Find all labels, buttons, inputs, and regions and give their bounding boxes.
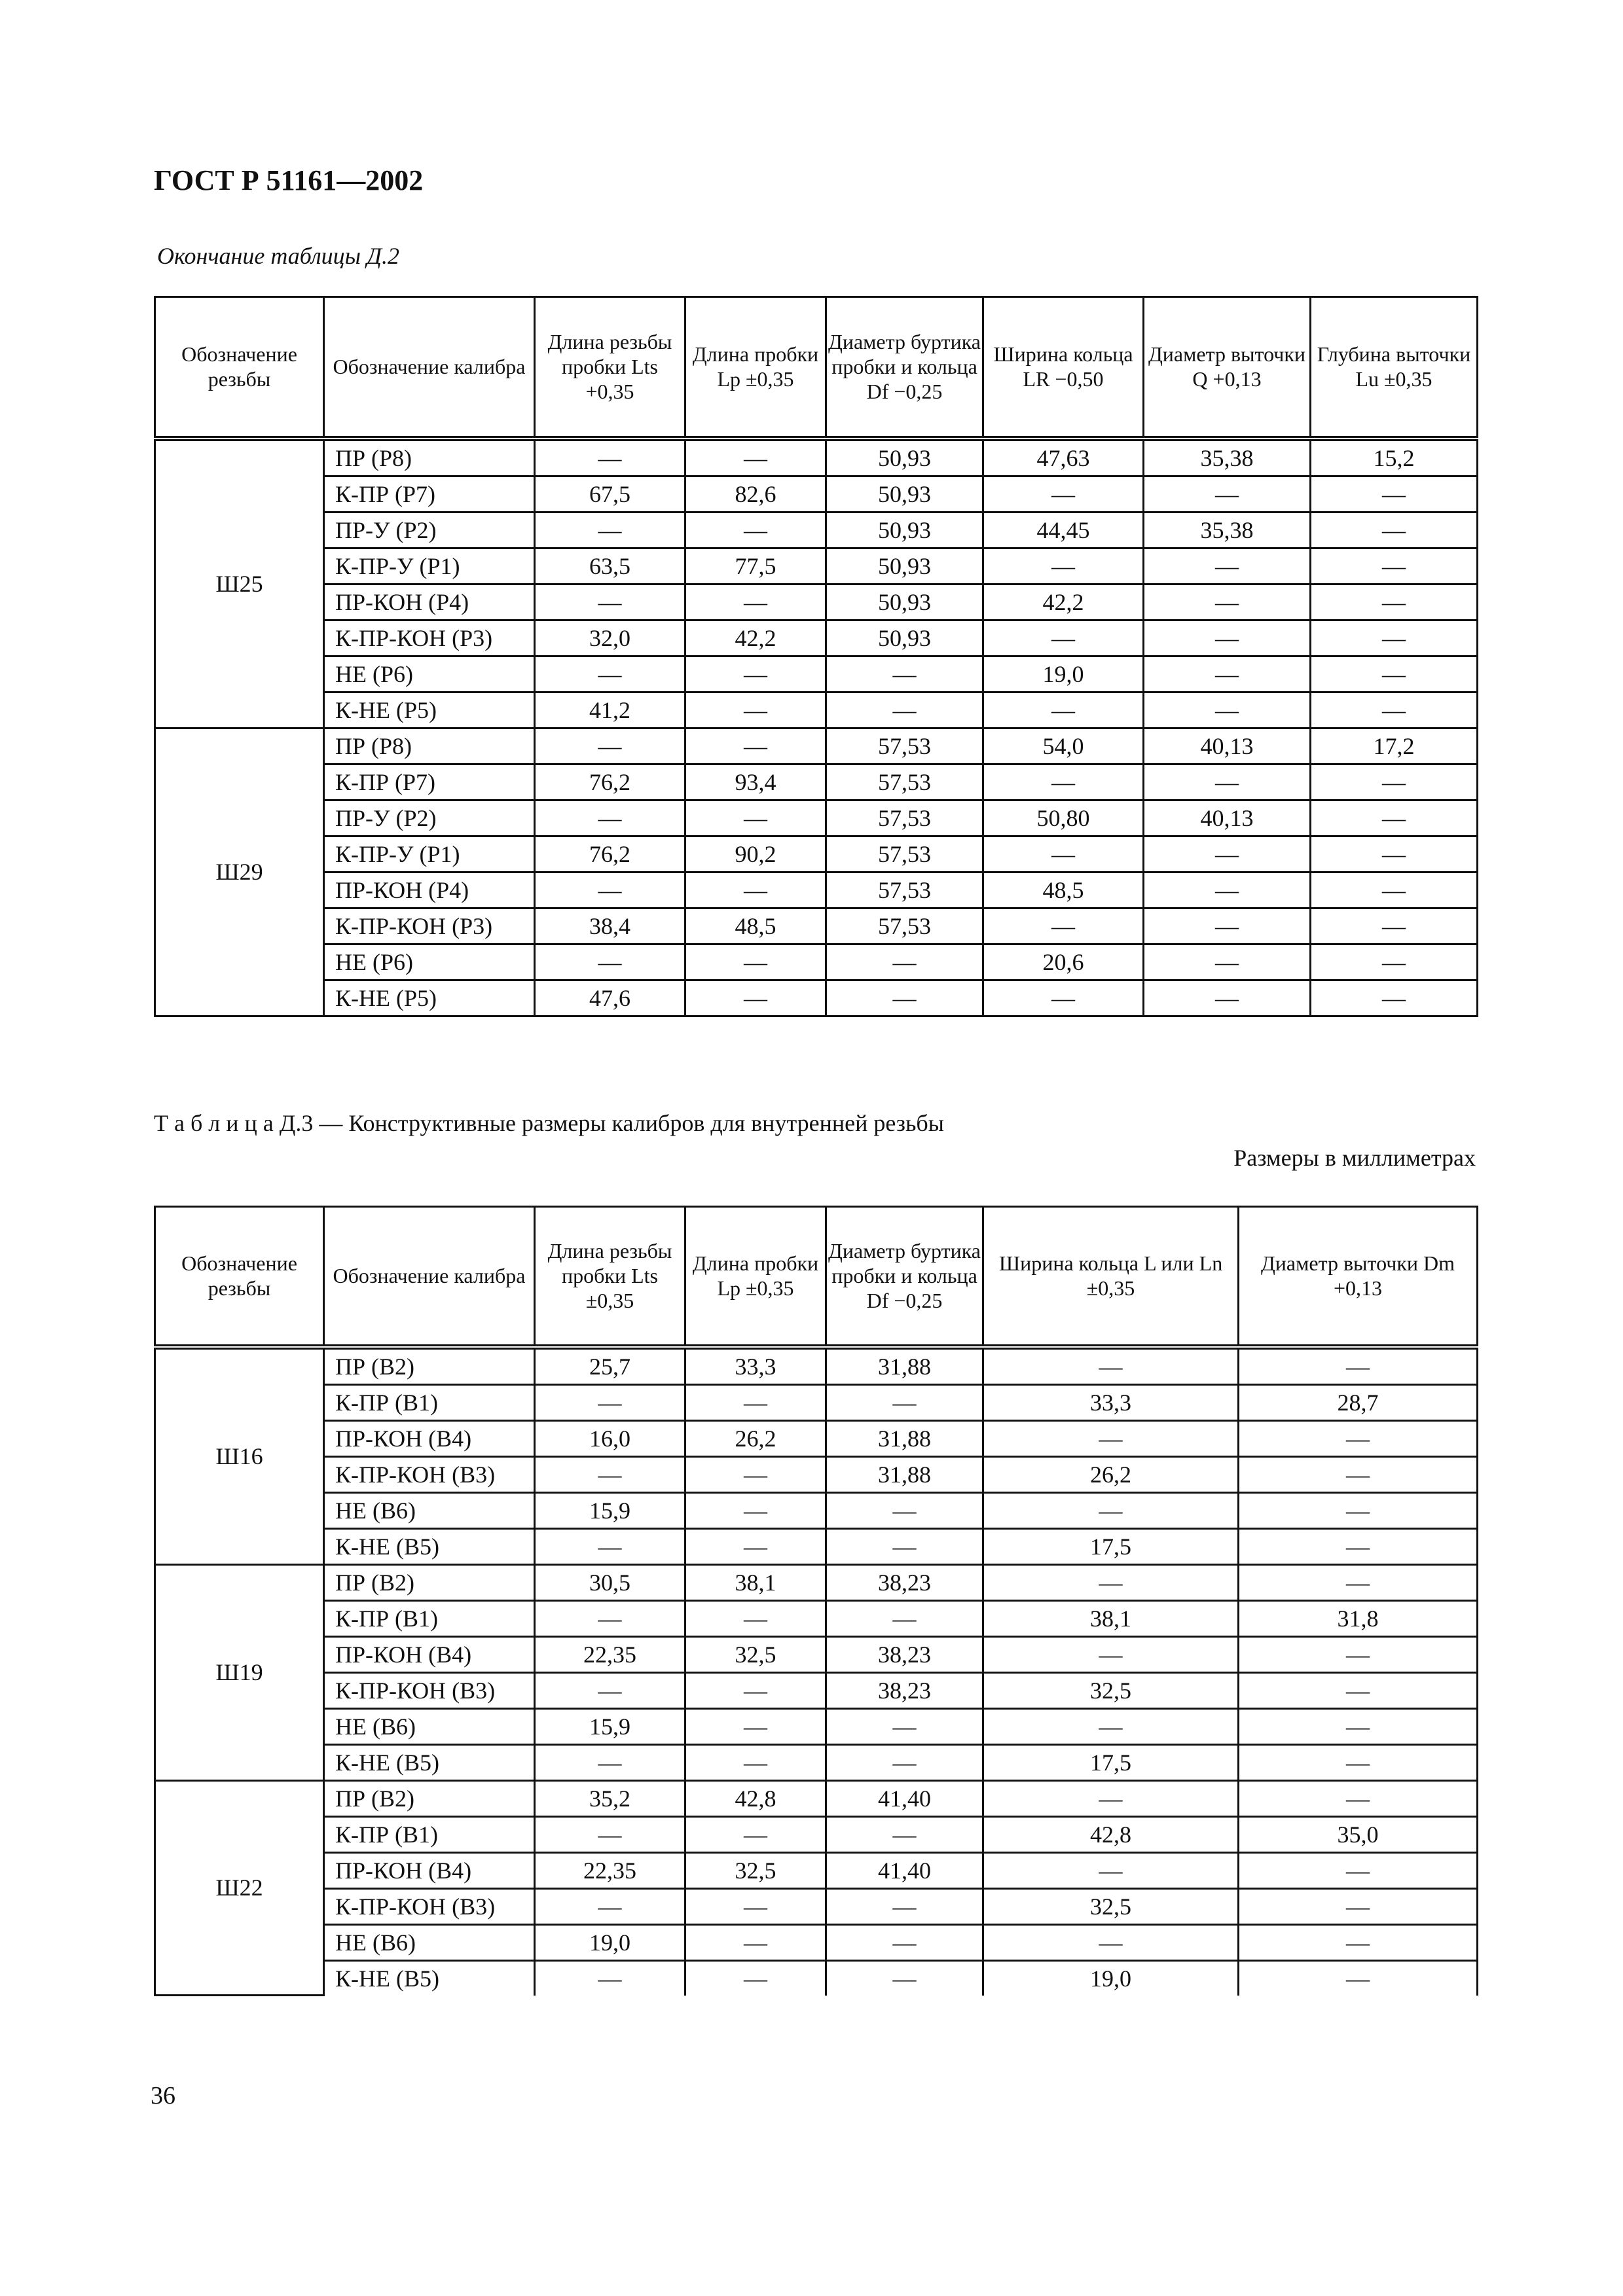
table-cell: — (685, 1600, 826, 1636)
column-header: Длина резьбы пробки Lts ±0,35 (535, 1207, 685, 1347)
table-cell: 22,35 (535, 1852, 685, 1888)
calibre-designation: К-ПР (В1) (324, 1600, 535, 1636)
table-cell: 26,2 (685, 1420, 826, 1456)
table-cell: — (1311, 512, 1478, 548)
table-row (155, 620, 1478, 656)
table-cell: 93,4 (685, 764, 826, 800)
table-cell: 57,53 (826, 836, 983, 872)
table-cell: — (685, 1492, 826, 1528)
table-cell: 31,88 (826, 1456, 983, 1492)
table-cell: — (535, 944, 685, 980)
table-cell: — (685, 692, 826, 728)
calibre-designation: К-НЕ (В5) (324, 1528, 535, 1564)
table-cell: — (983, 1347, 1239, 1385)
table-cell: — (826, 1600, 983, 1636)
table-cell: — (1239, 1924, 1478, 1960)
table-cell: — (535, 872, 685, 908)
table-row (155, 1780, 1478, 1816)
calibre-designation: К-ПР-КОН (В3) (324, 1456, 535, 1492)
document-code: ГОСТ Р 51161—2002 (154, 164, 424, 196)
table-cell: 17,2 (1311, 728, 1478, 764)
table-cell: 50,93 (826, 512, 983, 548)
table-cell: — (983, 1564, 1239, 1600)
table-cell: — (685, 1744, 826, 1780)
table-cell: 32,5 (685, 1636, 826, 1672)
table-row (155, 656, 1478, 692)
table-cell: 35,2 (535, 1780, 685, 1816)
table-cell: — (685, 1672, 826, 1708)
table-row (155, 1816, 1478, 1852)
table-cell: — (1144, 620, 1311, 656)
table-d2 (154, 296, 1478, 1017)
table-cell: — (1311, 980, 1478, 1016)
table-cell: — (1239, 1780, 1478, 1816)
table-cell: — (826, 1492, 983, 1528)
table-cell: 44,45 (983, 512, 1144, 548)
table-cell: 90,2 (685, 836, 826, 872)
table-cell: — (983, 620, 1144, 656)
table-cell: — (1239, 1347, 1478, 1385)
table-cell: 31,88 (826, 1347, 983, 1385)
table-cell: — (1311, 764, 1478, 800)
table-cell: 50,93 (826, 620, 983, 656)
table-cell: 41,40 (826, 1780, 983, 1816)
table-cell: 40,13 (1144, 800, 1311, 836)
table-cell: 15,2 (1311, 439, 1478, 476)
table-cell: — (685, 1888, 826, 1924)
calibre-designation: К-НЕ (В5) (324, 1960, 535, 1996)
column-header: Ширина кольца LR −0,50 (983, 297, 1144, 439)
calibre-designation: НЕ (В6) (324, 1924, 535, 1960)
calibre-designation: ПР-КОН (В4) (324, 1420, 535, 1456)
table-cell: — (535, 1528, 685, 1564)
calibre-designation: К-ПР-КОН (В3) (324, 1672, 535, 1708)
calibre-designation: К-ПР-КОН (Р3) (324, 908, 535, 944)
table-row (155, 1600, 1478, 1636)
table-cell: — (1311, 944, 1478, 980)
table-cell: — (983, 476, 1144, 512)
table-cell: 15,9 (535, 1708, 685, 1744)
calibre-designation: К-ПР-У (Р1) (324, 548, 535, 584)
calibre-designation: ПР-КОН (Р4) (324, 872, 535, 908)
table-cell: — (826, 1708, 983, 1744)
table-cell: — (1311, 656, 1478, 692)
table-row (155, 692, 1478, 728)
table-cell: — (535, 1384, 685, 1420)
table-cell: — (685, 872, 826, 908)
calibre-designation: ПР-КОН (В4) (324, 1636, 535, 1672)
table-row (155, 908, 1478, 944)
table-row (155, 1420, 1478, 1456)
table-cell: — (535, 439, 685, 476)
table-cell: 50,93 (826, 476, 983, 512)
table-cell: 33,3 (983, 1384, 1239, 1420)
table-cell: — (983, 908, 1144, 944)
calibre-designation: НЕ (В6) (324, 1492, 535, 1528)
table-cell: 22,35 (535, 1636, 685, 1672)
table-row (155, 584, 1478, 620)
table-cell: 33,3 (685, 1347, 826, 1385)
table-cell: — (983, 1852, 1239, 1888)
table-cell: 57,53 (826, 872, 983, 908)
table-d3-units: Размеры в миллиметрах (1233, 1145, 1476, 1171)
calibre-designation: НЕ (Р6) (324, 656, 535, 692)
calibre-designation: К-ПР (Р7) (324, 764, 535, 800)
table-cell: 76,2 (535, 764, 685, 800)
calibre-designation: К-НЕ (Р5) (324, 980, 535, 1016)
table-row (155, 1708, 1478, 1744)
table-cell: — (826, 1816, 983, 1852)
table-cell: — (685, 1816, 826, 1852)
table-row (155, 1347, 1478, 1385)
table-cell: — (826, 1888, 983, 1924)
table-cell: — (983, 980, 1144, 1016)
table-row (155, 1456, 1478, 1492)
thread-designation: Ш19 (155, 1564, 324, 1780)
column-header: Ширина кольца L или Ln ±0,35 (983, 1207, 1239, 1347)
calibre-designation: ПР-КОН (В4) (324, 1852, 535, 1888)
table-cell: — (983, 836, 1144, 872)
table-cell: — (983, 1636, 1239, 1672)
table-cell: — (685, 980, 826, 1016)
table-cell: 76,2 (535, 836, 685, 872)
table-cell: 32,5 (983, 1888, 1239, 1924)
table-cell: 42,8 (685, 1780, 826, 1816)
table-cell: — (1144, 764, 1311, 800)
calibre-designation: ПР (В2) (324, 1780, 535, 1816)
table-cell: 42,2 (685, 620, 826, 656)
table-cell: — (1144, 908, 1311, 944)
page-number: 36 (151, 2082, 175, 2109)
table-cell: — (685, 439, 826, 476)
table-cell: 35,38 (1144, 439, 1311, 476)
table-cell: 77,5 (685, 548, 826, 584)
table-cell: — (1144, 692, 1311, 728)
table-cell: — (685, 584, 826, 620)
table-cell: — (826, 944, 983, 980)
table-cell: — (535, 1600, 685, 1636)
calibre-designation: К-ПР (В1) (324, 1816, 535, 1852)
calibre-designation: ПР-У (Р2) (324, 512, 535, 548)
calibre-designation: ПР (В2) (324, 1347, 535, 1385)
table-cell: 63,5 (535, 548, 685, 584)
column-header: Диаметр буртика пробки и кольца Df −0,25 (826, 297, 983, 439)
calibre-designation: ПР-У (Р2) (324, 800, 535, 836)
table-row (155, 512, 1478, 548)
table-row (155, 836, 1478, 872)
calibre-designation: ПР (В2) (324, 1564, 535, 1600)
table-row (155, 980, 1478, 1016)
table-cell: — (1311, 836, 1478, 872)
table-row (155, 1744, 1478, 1780)
table-cell: — (826, 692, 983, 728)
table-cell: — (1239, 1564, 1478, 1600)
table-cell: — (685, 800, 826, 836)
table-cell: — (1311, 548, 1478, 584)
table-cell: — (1239, 1456, 1478, 1492)
table-cell: 40,13 (1144, 728, 1311, 764)
table-cell: — (1144, 548, 1311, 584)
table-cell: — (983, 692, 1144, 728)
table-cell: — (535, 1816, 685, 1852)
table-cell: — (1144, 872, 1311, 908)
column-header: Длина пробки Lp ±0,35 (685, 297, 826, 439)
table-cell: — (1239, 1672, 1478, 1708)
table-cell: 32,5 (983, 1672, 1239, 1708)
table-cell: — (983, 1924, 1239, 1960)
table-row (155, 1852, 1478, 1888)
table-cell: — (685, 1960, 826, 1996)
table-cell: — (1144, 656, 1311, 692)
table-cell: 31,88 (826, 1420, 983, 1456)
table-cell: 17,5 (983, 1528, 1239, 1564)
table-cell: 38,23 (826, 1672, 983, 1708)
calibre-designation: К-НЕ (В5) (324, 1744, 535, 1780)
table-cell: 57,53 (826, 764, 983, 800)
table-cell: 38,1 (983, 1600, 1239, 1636)
calibre-designation: К-ПР (Р7) (324, 476, 535, 512)
table-row (155, 1564, 1478, 1600)
table-d3-caption: Т а б л и ц а Д.3 — Конструктивные размеры калибров для внутренней резьбы (154, 1110, 944, 1136)
table-cell: — (535, 1744, 685, 1780)
table-cell: 31,8 (1239, 1600, 1478, 1636)
table-cell: — (535, 584, 685, 620)
thread-designation: Ш29 (155, 728, 324, 1016)
table-cell: 19,0 (983, 656, 1144, 692)
table-cell: — (535, 1888, 685, 1924)
table-row (155, 1960, 1478, 1996)
table-cell: 47,63 (983, 439, 1144, 476)
calibre-designation: ПР-КОН (Р4) (324, 584, 535, 620)
table-cell: 67,5 (535, 476, 685, 512)
table-cell: — (535, 800, 685, 836)
calibre-designation: ПР (Р8) (324, 728, 535, 764)
calibre-designation: ПР (Р8) (324, 439, 535, 476)
table-cell: — (1239, 1492, 1478, 1528)
calibre-designation: К-ПР-КОН (В3) (324, 1888, 535, 1924)
table-cell: — (826, 1960, 983, 1996)
table-cell: — (535, 728, 685, 764)
table-cell: 57,53 (826, 800, 983, 836)
table-cell: — (1311, 620, 1478, 656)
table-cell: — (826, 1744, 983, 1780)
calibre-designation: К-НЕ (Р5) (324, 692, 535, 728)
calibre-designation: К-ПР-КОН (Р3) (324, 620, 535, 656)
table-cell: — (535, 1672, 685, 1708)
table-cell: — (1239, 1852, 1478, 1888)
column-header: Диаметр выточки Q +0,13 (1144, 297, 1311, 439)
table-cell: 42,8 (983, 1816, 1239, 1852)
table-cell: — (685, 1456, 826, 1492)
table-cell: — (685, 656, 826, 692)
table-cell: 19,0 (535, 1924, 685, 1960)
table-cell: 26,2 (983, 1456, 1239, 1492)
table-cell: — (535, 512, 685, 548)
table-cell: — (685, 512, 826, 548)
table-cell: — (1311, 584, 1478, 620)
thread-designation: Ш22 (155, 1780, 324, 1996)
table-row (155, 764, 1478, 800)
table-row (155, 1384, 1478, 1420)
table-cell: 15,9 (535, 1492, 685, 1528)
table-cell: — (826, 1924, 983, 1960)
table-cell: — (1144, 476, 1311, 512)
table-row (155, 1888, 1478, 1924)
table-cell: 32,0 (535, 620, 685, 656)
table-cell: 82,6 (685, 476, 826, 512)
table-cell: 48,5 (685, 908, 826, 944)
table-cell: — (685, 1528, 826, 1564)
table-d3 (154, 1206, 1478, 1996)
column-header: Обозначение калибра (324, 1207, 535, 1347)
table-row (155, 548, 1478, 584)
table-cell: — (826, 980, 983, 1016)
table-cell: 35,0 (1239, 1816, 1478, 1852)
table-cell: — (685, 1924, 826, 1960)
table-cell: — (685, 728, 826, 764)
table-cell: — (1239, 1960, 1478, 1996)
table-cell: 48,5 (983, 872, 1144, 908)
thread-designation: Ш25 (155, 439, 324, 728)
table-cell: 28,7 (1239, 1384, 1478, 1420)
table-cell: — (1239, 1420, 1478, 1456)
table-cell: — (1144, 836, 1311, 872)
table-cell: — (1144, 944, 1311, 980)
table-cell: 47,6 (535, 980, 685, 1016)
table-cell: — (1239, 1744, 1478, 1780)
table-cell: 32,5 (685, 1852, 826, 1888)
table-row (155, 439, 1478, 476)
table-cell: — (1239, 1708, 1478, 1744)
table-cell: — (1239, 1636, 1478, 1672)
table-cell: 38,23 (826, 1564, 983, 1600)
table-cell: 16,0 (535, 1420, 685, 1456)
column-header: Глубина выточки Lu ±0,35 (1311, 297, 1478, 439)
table-cell: 54,0 (983, 728, 1144, 764)
table-cell: — (983, 1420, 1239, 1456)
table-row (155, 1528, 1478, 1564)
column-header: Диаметр выточки Dm +0,13 (1239, 1207, 1478, 1347)
column-header: Обозначение резьбы (155, 297, 324, 439)
table-cell: — (535, 1456, 685, 1492)
table-row (155, 1492, 1478, 1528)
table-row (155, 800, 1478, 836)
calibre-designation: К-ПР (В1) (324, 1384, 535, 1420)
table-cell: 38,23 (826, 1636, 983, 1672)
table-cell: — (685, 1708, 826, 1744)
table-cell: 57,53 (826, 728, 983, 764)
table-cell: — (1311, 476, 1478, 512)
table-cell: — (1311, 908, 1478, 944)
table-cell: 25,7 (535, 1347, 685, 1385)
table-cell: 50,93 (826, 584, 983, 620)
table-cell: — (983, 548, 1144, 584)
table-cell: 41,40 (826, 1852, 983, 1888)
table-row (155, 944, 1478, 980)
table-cell: 38,4 (535, 908, 685, 944)
calibre-designation: НЕ (В6) (324, 1708, 535, 1744)
table-cell: — (685, 944, 826, 980)
table-cell: — (535, 656, 685, 692)
table-cell: — (685, 1384, 826, 1420)
table-row (155, 1636, 1478, 1672)
table-cell: 50,93 (826, 548, 983, 584)
table-cell: 30,5 (535, 1564, 685, 1600)
table-cell: — (983, 1780, 1239, 1816)
table-cell: 19,0 (983, 1960, 1239, 1996)
column-header: Диаметр буртика пробки и кольца Df −0,25 (826, 1207, 983, 1347)
table-cell: 41,2 (535, 692, 685, 728)
column-header: Обозначение калибра (324, 297, 535, 439)
table-cell: — (826, 1384, 983, 1420)
table-cell: 35,38 (1144, 512, 1311, 548)
table-cell: 38,1 (685, 1564, 826, 1600)
table-d2-caption: Окончание таблицы Д.2 (157, 243, 399, 269)
table-cell: — (1239, 1888, 1478, 1924)
table-cell: 17,5 (983, 1744, 1239, 1780)
table-cell: 50,93 (826, 439, 983, 476)
table-cell: 57,53 (826, 908, 983, 944)
table-cell: — (1311, 692, 1478, 728)
table-cell: — (1144, 980, 1311, 1016)
table-row (155, 728, 1478, 764)
table-cell: — (1311, 872, 1478, 908)
table-cell: — (826, 1528, 983, 1564)
thread-designation: Ш16 (155, 1347, 324, 1565)
table-cell: — (1311, 800, 1478, 836)
table-cell: 42,2 (983, 584, 1144, 620)
table-cell: — (535, 1960, 685, 1996)
column-header: Обозначение резьбы (155, 1207, 324, 1347)
table-cell: — (1144, 584, 1311, 620)
table-cell: — (1239, 1528, 1478, 1564)
column-header: Длина пробки Lp ±0,35 (685, 1207, 826, 1347)
column-header: Длина резьбы пробки Lts +0,35 (535, 297, 685, 439)
table-cell: — (983, 764, 1144, 800)
table-cell: — (983, 1492, 1239, 1528)
calibre-designation: НЕ (Р6) (324, 944, 535, 980)
table-cell: — (983, 1708, 1239, 1744)
table-cell: 50,80 (983, 800, 1144, 836)
table-row (155, 1672, 1478, 1708)
table-cell: — (826, 656, 983, 692)
calibre-designation: К-ПР-У (Р1) (324, 836, 535, 872)
table-row (155, 872, 1478, 908)
table-row (155, 1924, 1478, 1960)
table-row (155, 476, 1478, 512)
table-cell: 20,6 (983, 944, 1144, 980)
